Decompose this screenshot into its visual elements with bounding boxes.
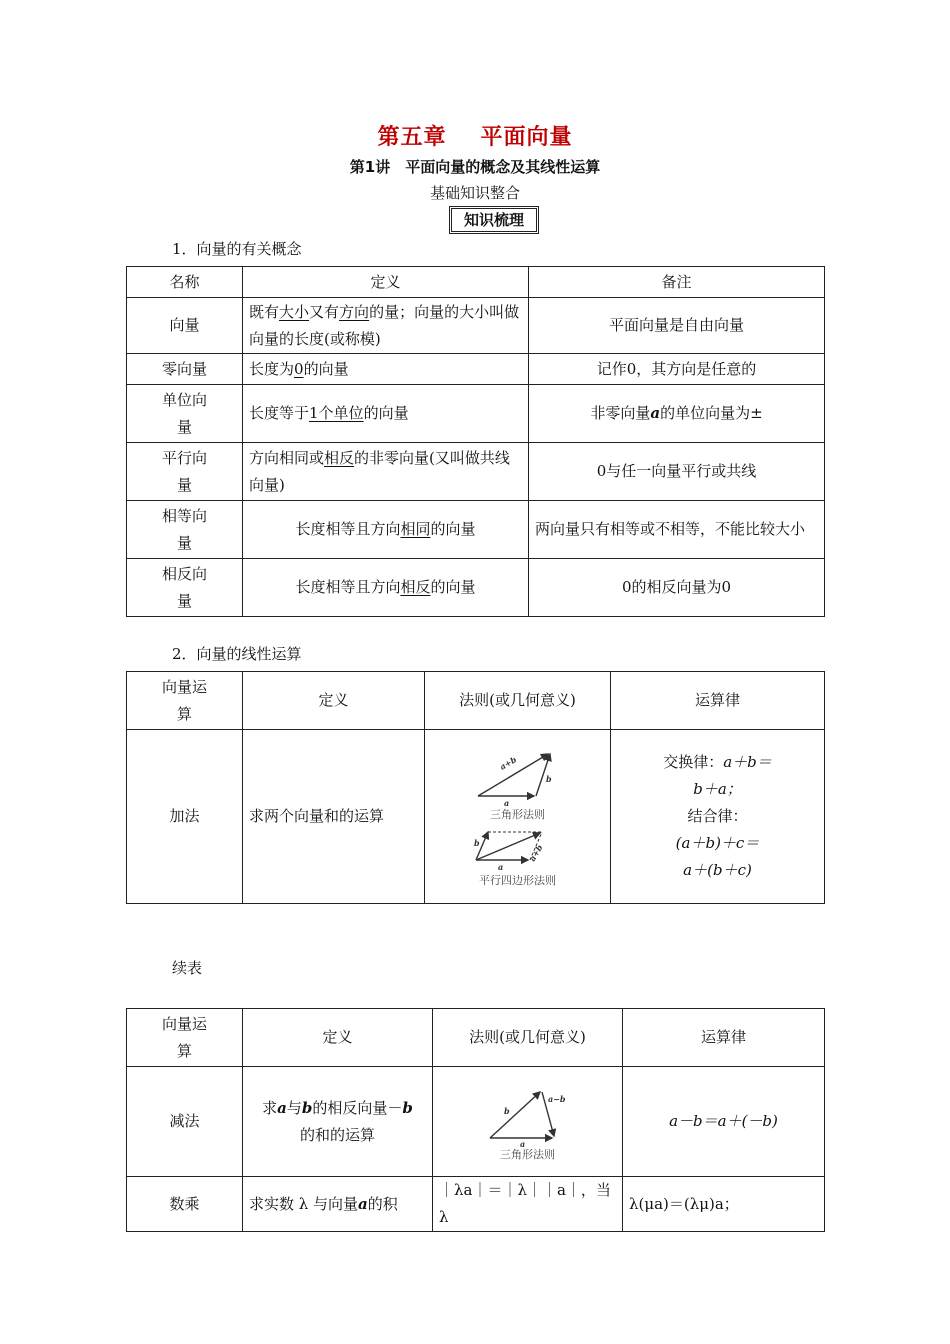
t2-header-rule: 法则(或几何意义) <box>425 672 611 730</box>
label-a: a <box>503 797 509 808</box>
row-vector-definition: 既有大小又有方向的量；向量的大小叫做向量的长度(或称模) <box>243 298 529 354</box>
linear-ops-table-continued <box>126 1008 825 1232</box>
t3-header-law: 运算律 <box>623 1009 825 1067</box>
addition-laws <box>611 730 825 904</box>
subtraction-figure-cell <box>433 1067 623 1177</box>
scalar-law: λ(μa)＝(λμ)a； <box>623 1177 825 1232</box>
row-parallel-note: 0与任一向量平行或共线 <box>529 443 825 501</box>
addition-figures <box>425 730 611 904</box>
t2-header-law: 运算律 <box>611 672 825 730</box>
scalar-definition: 求实数 λ 与向量a的积 <box>243 1177 433 1232</box>
label-b: b <box>545 773 552 784</box>
row-equal-note: 两向量只有相等或不相等，不能比较大小 <box>529 501 825 559</box>
chapter-number: 第五章 <box>377 124 447 150</box>
triangle-rule-figure <box>468 746 568 808</box>
row-zero-name: 零向量 <box>127 354 243 385</box>
label-a-plus-b2: a+b <box>526 842 544 863</box>
t3-header-definition: 定义 <box>243 1009 433 1067</box>
subtraction-figure-caption: 三角形法则 <box>500 1147 555 1161</box>
section2-title: 2．向量的线性运算 <box>172 645 302 663</box>
subtraction-definition: 求a与b的相反向量－b 的和的运算 <box>243 1067 433 1177</box>
commutative-label: 交换律： <box>663 753 724 771</box>
row-parallel-name: 平行向量 <box>127 443 243 501</box>
linear-ops-table <box>126 671 825 904</box>
row-opposite-note: 0的相反向量为0 <box>529 559 825 617</box>
header-name: 名称 <box>127 267 243 298</box>
row-vector-note: 平面向量是自由向量 <box>529 298 825 354</box>
header-note: 备注 <box>529 267 825 298</box>
label-a2: a <box>497 861 503 872</box>
concept-table <box>126 266 825 617</box>
chapter-name: 平面向量 <box>480 124 573 150</box>
parallelogram-rule-figure <box>468 826 568 874</box>
label-a-minus-b: a−b <box>547 1093 565 1104</box>
row-unit-definition: 长度等于1个单位的向量 <box>243 385 529 443</box>
addition-name: 加法 <box>127 730 243 904</box>
subtraction-name: 减法 <box>127 1067 243 1177</box>
t2-header-op: 向量运算 <box>127 672 243 730</box>
t3-header-op: 向量运算 <box>127 1009 243 1067</box>
subtraction-triangle-figure <box>478 1082 578 1148</box>
associative-label: 结合律： <box>687 807 748 825</box>
lecture-title: 第1讲 平面向量的概念及其线性运算 <box>349 158 601 176</box>
scalar-rule: ｜λa｜＝｜λ｜｜a｜，当 λ <box>433 1177 623 1232</box>
row-equal-name: 相等向量 <box>127 501 243 559</box>
label-a-plus-b: a+b <box>497 753 518 772</box>
label-b3: b <box>503 1105 510 1116</box>
row-zero-definition: 长度为0的向量 <box>243 354 529 385</box>
section1-title: 1．向量的有关概念 <box>172 240 302 258</box>
chapter-title <box>0 120 950 151</box>
row-opposite-name: 相反向量 <box>127 559 243 617</box>
subtraction-law: a－b＝a＋(－b) <box>623 1067 825 1177</box>
row-opposite-definition: 长度相等且方向相反的向量 <box>243 559 529 617</box>
triangle-rule-caption: 三角形法则 <box>490 807 545 821</box>
associative-law-1: (a＋b)＋c＝ <box>675 834 760 852</box>
t3-header-rule: 法则(或几何意义) <box>433 1009 623 1067</box>
row-zero-note: 记作0，其方向是任意的 <box>529 354 825 385</box>
label-a3: a <box>519 1138 525 1148</box>
row-unit-name: 单位向量 <box>127 385 243 443</box>
commutative-law-2: b＋a； <box>693 780 742 798</box>
parallelogram-rule-caption: 平行四边形法则 <box>479 873 556 887</box>
row-equal-definition: 长度相等且方向相同的向量 <box>243 501 529 559</box>
boxed-label: 知识梳理 <box>451 208 537 232</box>
addition-definition: 求两个向量和的运算 <box>243 730 425 904</box>
header-definition: 定义 <box>243 267 529 298</box>
label-b2: b <box>473 837 480 848</box>
row-parallel-definition: 方向相同或相反的非零向量(又叫做共线向量) <box>243 443 529 501</box>
subtitle: 基础知识整合 <box>429 184 520 202</box>
t2-header-definition: 定义 <box>243 672 425 730</box>
row-unit-note: 非零向量a的单位向量为± <box>529 385 825 443</box>
continued-label: 续表 <box>172 959 203 977</box>
row-vector-name: 向量 <box>127 298 243 354</box>
associative-law-2: a＋(b＋c) <box>683 861 752 879</box>
commutative-law-1: a＋b＝ <box>723 753 772 771</box>
scalar-name: 数乘 <box>127 1177 243 1232</box>
